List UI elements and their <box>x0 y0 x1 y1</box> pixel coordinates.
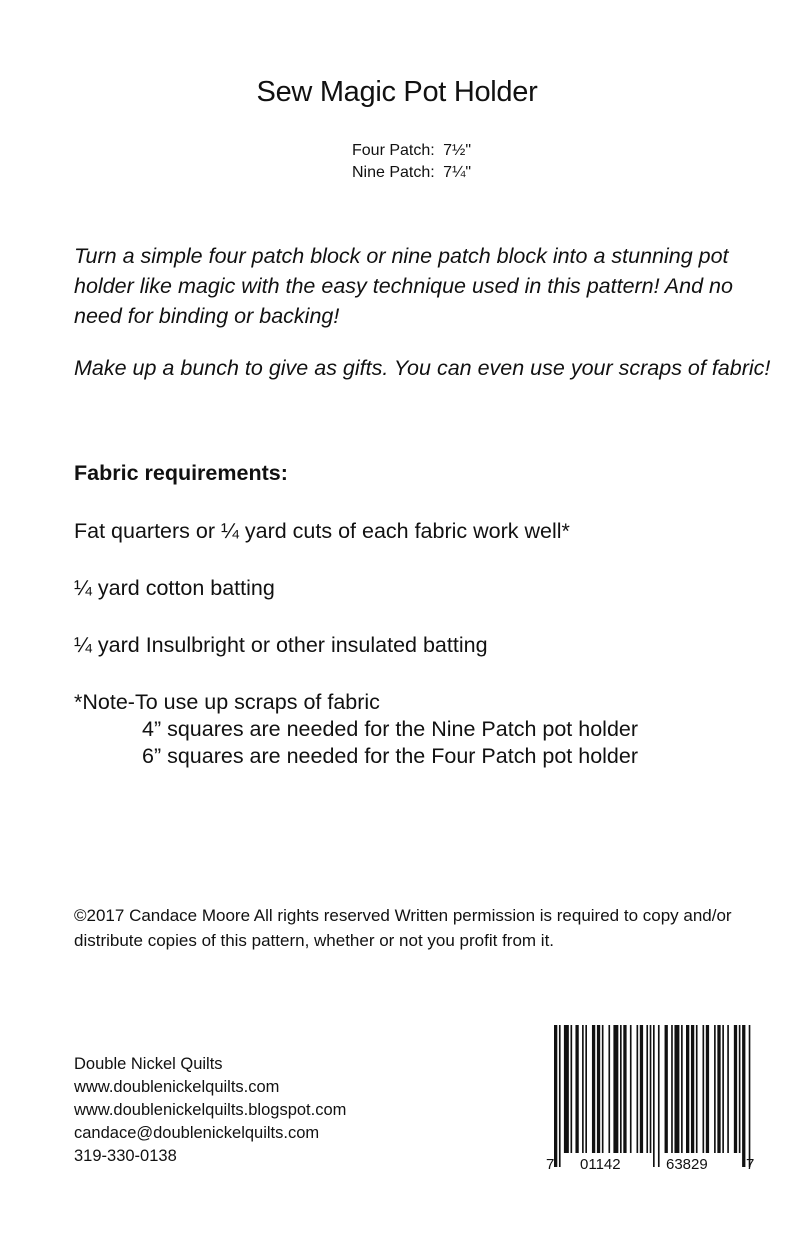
barcode-bar <box>706 1025 709 1153</box>
note-title: *Note-To use up scraps of fabric <box>74 690 380 714</box>
size-value: 7¼" <box>443 164 472 181</box>
size-label: Nine Patch: <box>352 164 435 181</box>
barcode-bar <box>674 1025 679 1153</box>
barcode-bar <box>665 1025 668 1153</box>
barcode-bar <box>717 1025 720 1153</box>
requirement-item: Fat quarters or ¼ yard cuts of each fabric work well* <box>74 519 570 543</box>
barcode-bar <box>585 1025 587 1153</box>
size-label: Four Patch: <box>352 142 435 159</box>
size-nine-patch <box>352 162 471 184</box>
size-four-patch <box>352 140 471 162</box>
barcode-bar <box>592 1025 595 1153</box>
barcode-digit-right: 7 <box>746 1156 755 1173</box>
barcode-bar <box>742 1025 745 1167</box>
barcode-bar <box>696 1025 698 1153</box>
barcode-bar <box>620 1025 622 1153</box>
barcode-bar <box>658 1025 660 1167</box>
barcode-digit-left: 7 <box>546 1156 555 1173</box>
barcode-bar <box>630 1025 632 1153</box>
barcode-bar <box>691 1025 694 1153</box>
intro-paragraph-gifts: Make up a bunch to give as gifts. You can even use your scraps of fabric! <box>74 356 771 380</box>
barcode-bar <box>582 1025 584 1153</box>
barcode-bar <box>613 1025 618 1153</box>
requirement-item: ¼ yard Insulbright or other insulated batting <box>74 633 488 657</box>
barcode-group-left: 01142 <box>580 1156 621 1173</box>
contact-block <box>74 1053 346 1168</box>
barcode-bar <box>703 1025 705 1153</box>
barcode-bar <box>671 1025 673 1153</box>
intro-paragraph: Turn a simple four patch block or nine patch block into a stunning pot holder like magic with the easy technique used in this pattern! And no need for binding or backing! <box>74 244 733 328</box>
email-link[interactable]: candace@doublenickelquilts.com <box>74 1124 320 1142</box>
page-title: Sew Magic Pot Holder <box>256 76 538 108</box>
barcode-bar <box>734 1025 737 1153</box>
barcode-bar <box>640 1025 643 1153</box>
barcode-bar <box>623 1025 626 1153</box>
barcode-bar <box>686 1025 689 1153</box>
barcode-bar <box>727 1025 729 1153</box>
barcode-group-right: 63829 <box>666 1156 708 1173</box>
blog-link[interactable]: www.doublenickelquilts.blogspot.com <box>74 1101 347 1119</box>
copyright-notice: ©2017 Candace Moore All rights reserved Written permission is required to copy and/or distribute copies of this pattern, whether or not you profit from it. <box>74 906 732 950</box>
barcode-bar <box>714 1025 716 1153</box>
requirements-heading: Fabric requirements: <box>74 461 288 485</box>
barcode-bar <box>559 1025 561 1167</box>
barcode-bar <box>608 1025 610 1153</box>
barcode-bar <box>681 1025 683 1153</box>
barcode-bar <box>650 1025 652 1153</box>
barcode-bar <box>571 1025 573 1153</box>
size-value: 7½" <box>443 142 472 159</box>
barcode <box>540 1022 762 1174</box>
website-link[interactable]: www.doublenickelquilts.com <box>74 1078 280 1096</box>
barcode-bar <box>602 1025 604 1153</box>
company-name: Double Nickel Quilts <box>74 1055 223 1073</box>
requirement-item: ¼ yard cotton batting <box>74 576 275 600</box>
barcode-bar <box>646 1025 648 1153</box>
barcode-bar <box>749 1025 751 1167</box>
barcode-bar <box>637 1025 639 1153</box>
barcode-bar <box>564 1025 569 1153</box>
phone-number: 319-330-0138 <box>74 1147 177 1165</box>
note-line: 6” squares are needed for the Four Patch pot holder <box>142 744 639 768</box>
note-line: 4” squares are needed for the Nine Patch pot holder <box>142 717 639 741</box>
barcode-bar <box>554 1025 557 1167</box>
barcode-bar <box>597 1025 600 1153</box>
barcode-bar <box>653 1025 655 1167</box>
barcode-bar <box>739 1025 741 1153</box>
barcode-bar <box>575 1025 578 1153</box>
barcode-bar <box>722 1025 724 1153</box>
